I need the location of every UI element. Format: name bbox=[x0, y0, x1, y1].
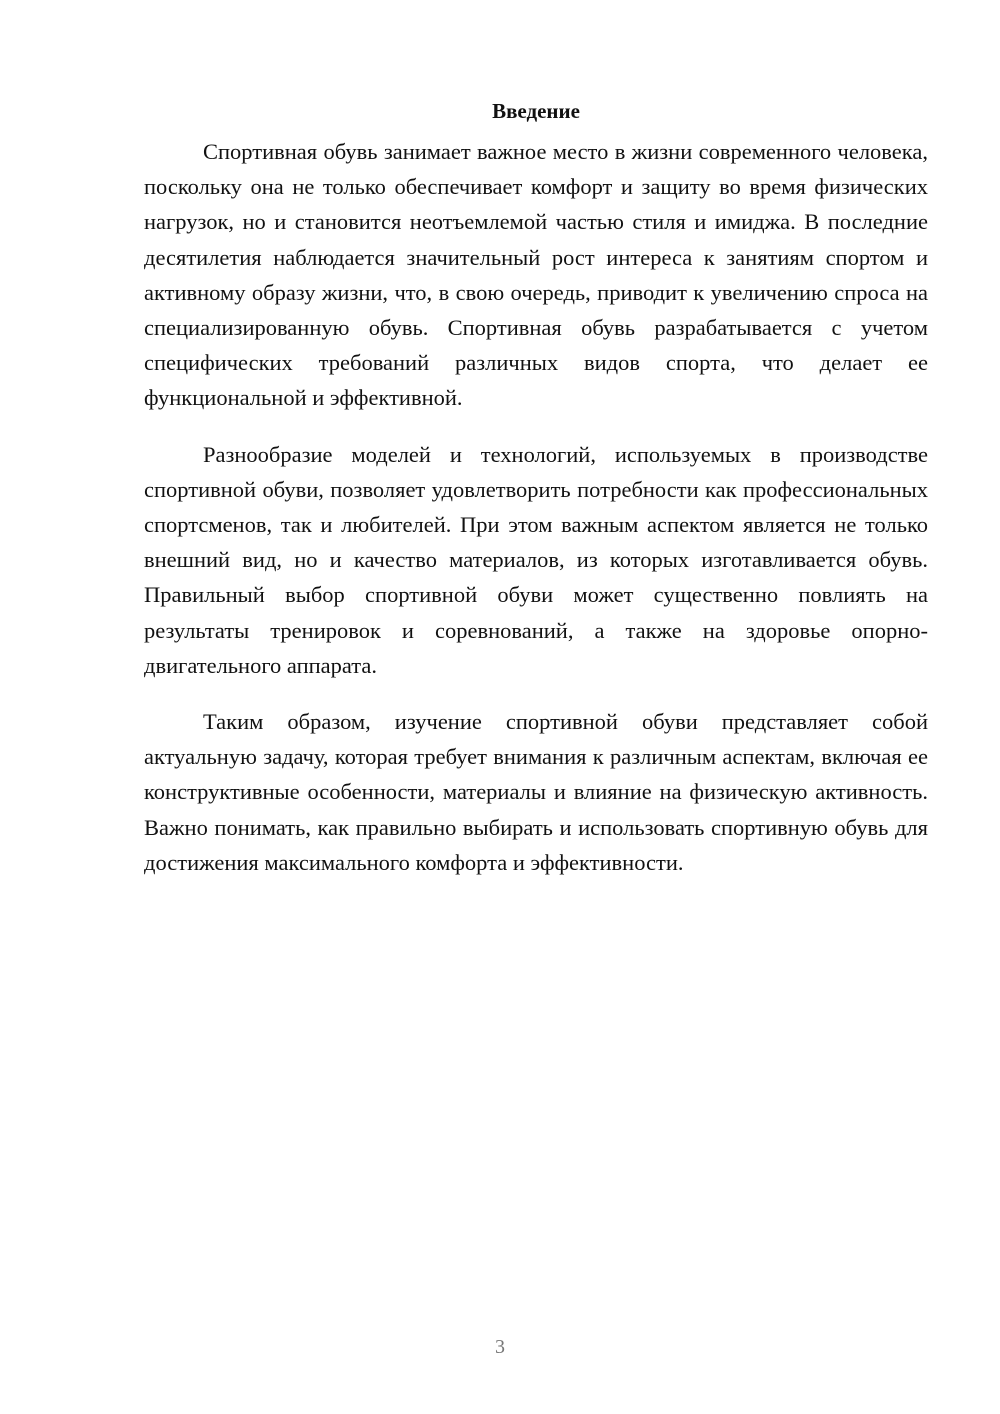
page-number: 3 bbox=[495, 1336, 505, 1358]
paragraph-2: Разнообразие моделей и технологий, используемых в производстве спортивной обуви, позволяет удовлетворить потребности как профессиональных спортсменов, так и любителей. При этом важным аспектом является не только внешний вид, но и качество материалов, из которых изготавливается обувь. Правильный выбор спортивной обуви может существенно повлиять на результаты тренировок и соревнований, а также на здоровье опорно-двигательного аппарата. bbox=[144, 441, 928, 678]
page-body bbox=[144, 96, 928, 901]
paragraph-3: Таким образом, изучение спортивной обуви представляет собой актуальную задачу, которая требует внимания к различным аспектам, включая ее конструктивные особенности, материалы и влияние на физическую активность. Важно понимать, как правильно выбирать и использовать спортивную обувь для достижения максимального комфорта и эффективности. bbox=[144, 709, 928, 875]
paragraph-1: Спортивная обувь занимает важное место в жизни современного человека, поскольку она не только обеспечивает комфорт и защиту во время физических нагрузок, но и становится неотъемлемой частью стиля и имиджа. В последние десятилетия наблюдается значительный рост интереса к занятиям спортом и активному образу жизни, что, в свою очередь, приводит к увеличению спроса на специализированную обувь. Спортивная обувь разрабатывается с учетом специфических требований различных видов спорта, что делает ее функциональной и эффективной. bbox=[144, 139, 928, 411]
section-heading: Введение bbox=[492, 99, 580, 123]
